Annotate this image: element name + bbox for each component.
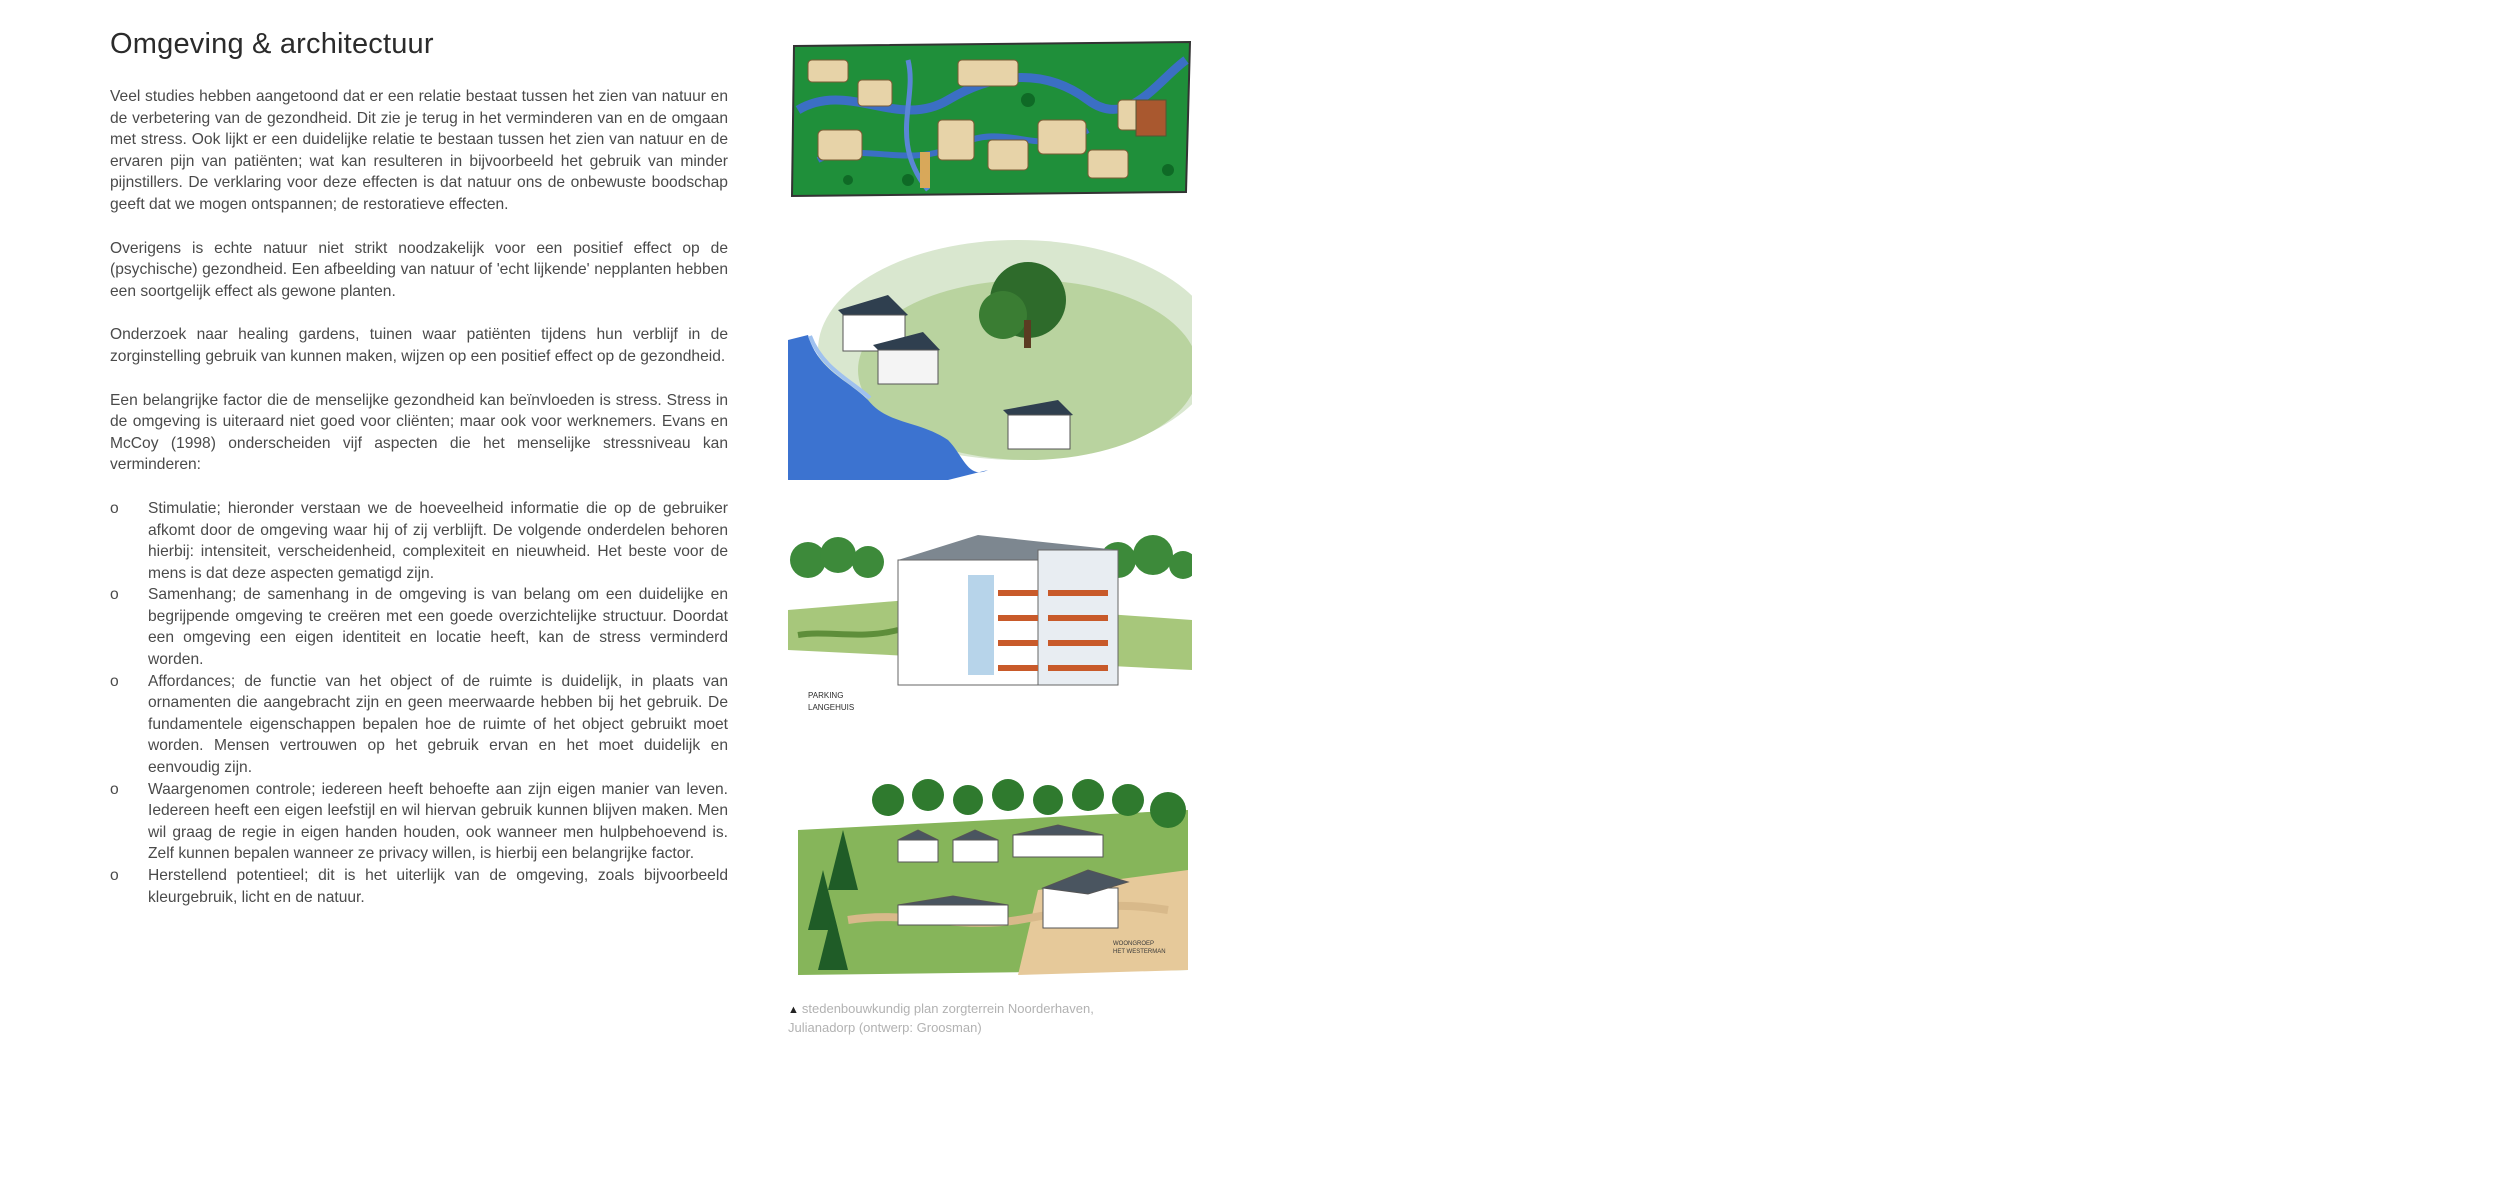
residential-cluster-illustration bbox=[788, 770, 1192, 980]
bullet-marker: o bbox=[110, 672, 119, 690]
list-item bbox=[110, 865, 728, 908]
svg-text:HET WESTERMAN: HET WESTERMAN bbox=[1113, 949, 1166, 955]
aspect-list bbox=[110, 498, 728, 908]
caption-line-2: Julianadorp (ontwerp: Groosman) bbox=[788, 1020, 982, 1035]
paragraph-4: Een belangrijke factor die de menselijke gezondheid kan beïnvloeden is stress. Stress in de omgeving is uiteraard niet goed voor cliënten; maar ook voor werknemers. Evans en McCoy (1998) onderscheiden vijf aspecten die het menselijke stressniveau kan verminderen: bbox=[110, 391, 728, 474]
paragraph-2: Overigens is echte natuur niet strikt noodzakelijk voor een positief effect op de (psychische) gezondheid. Een afbeelding van natuur of 'echt lijkende' nepplanten hebben een soortgelijk effect als gewone planten. bbox=[110, 239, 728, 300]
paragraph-3: Onderzoek naar healing gardens, tuinen waar patiënten tijdens hun verblijf in de zorginstelling gebruik van kunnen maken, wijzen op een positief effect op de gezondheid. bbox=[110, 326, 728, 365]
caption-line-1: stedenbouwkundig plan zorgterrein Noorderhaven, bbox=[801, 1001, 1094, 1016]
page-title: Omgeving & architectuur bbox=[110, 28, 434, 60]
bullet-marker: o bbox=[110, 780, 119, 798]
list-item-text: Affordances; de functie van het object of de ruimte is duidelijk, in plaats van ornamenten die aangebracht zijn en geen meerwaarde hebben bij het gebruik. De fundamentele eigenschappen bepalen hoe de ruimte of het object gebruikt moet worden. Mensen vertrouwen op het gebruik ervan en het moet duidelijk en eenvoudig zijn. bbox=[148, 672, 728, 777]
list-item bbox=[110, 779, 728, 865]
paragraph-1: Veel studies hebben aangetoond dat er een relatie bestaat tussen het zien van natuur en de verbetering van de gezondheid. Dit zie je terug in het verminderen van en de omgaan met stress. Ook lijkt er een duidelijke relatie te bestaan tussen het zien van natuur en de ervaren pijn van patiënten; wat kan resulteren in bijvoorbeeld het gebruik van minder pijnstillers. De verklaring voor deze effecten is dat natuur ons de onbewuste boodschap geeft dat we mogen ontspannen; de restoratieve effecten. bbox=[110, 88, 728, 213]
body-text bbox=[110, 86, 728, 908]
list-item-text: Waargenomen controle; iedereen heeft behoefte aan zijn eigen manier van leven. Iedereen heeft een eigen leefstijl en wil hiervan gebruik kunnen blijven maken. Men wil graag de regie in eigen handen houden, ook wanneer men hulpbehoevend is. Zelf kunnen bepalen wanneer ze privacy willen, is hierbij een belangrijke factor. bbox=[148, 780, 728, 863]
list-item-text: Stimulatie; hieronder verstaan we de hoeveelheid informatie die op de gebruiker afkomt door de omgeving waar hij of zij verblijft. De volgende onderdelen behoren hierbij: intensiteit, verscheidenheid, complexiteit en nieuwheid. Het beste voor de mens is dat deze aspecten gematigd zijn. bbox=[148, 499, 728, 582]
list-item bbox=[110, 671, 728, 779]
svg-text:WOONGROEP: WOONGROEP bbox=[1113, 941, 1155, 947]
list-item bbox=[110, 498, 728, 584]
list-item bbox=[110, 584, 728, 670]
figure-caption bbox=[788, 1000, 1208, 1037]
svg-text:LANGEHUIS: LANGEHUIS bbox=[808, 703, 855, 712]
triangle-up-icon: ▲ bbox=[788, 1004, 799, 1016]
svg-text:PARKING: PARKING bbox=[808, 691, 844, 700]
bullet-marker: o bbox=[110, 867, 119, 884]
list-item-text: Herstellend potentieel; dit is het uiterlijk van de omgeving, zoals bijvoorbeeld kleurgebruik, licht en de natuur. bbox=[148, 867, 728, 906]
apartment-building-illustration bbox=[788, 520, 1192, 720]
houses-by-water-illustration bbox=[788, 240, 1192, 480]
site-plan-illustration bbox=[788, 40, 1192, 200]
list-item-text: Samenhang; de samenhang in de omgeving is van belang om een duidelijke en begrijpende omgeving te creëren met een goede overzichtelijke structuur. Doordat een omgeving een eigen identiteit en locatie heeft, kan de stress verminderd worden. bbox=[148, 586, 728, 669]
bullet-marker: o bbox=[110, 586, 119, 604]
bullet-marker: o bbox=[110, 499, 119, 517]
